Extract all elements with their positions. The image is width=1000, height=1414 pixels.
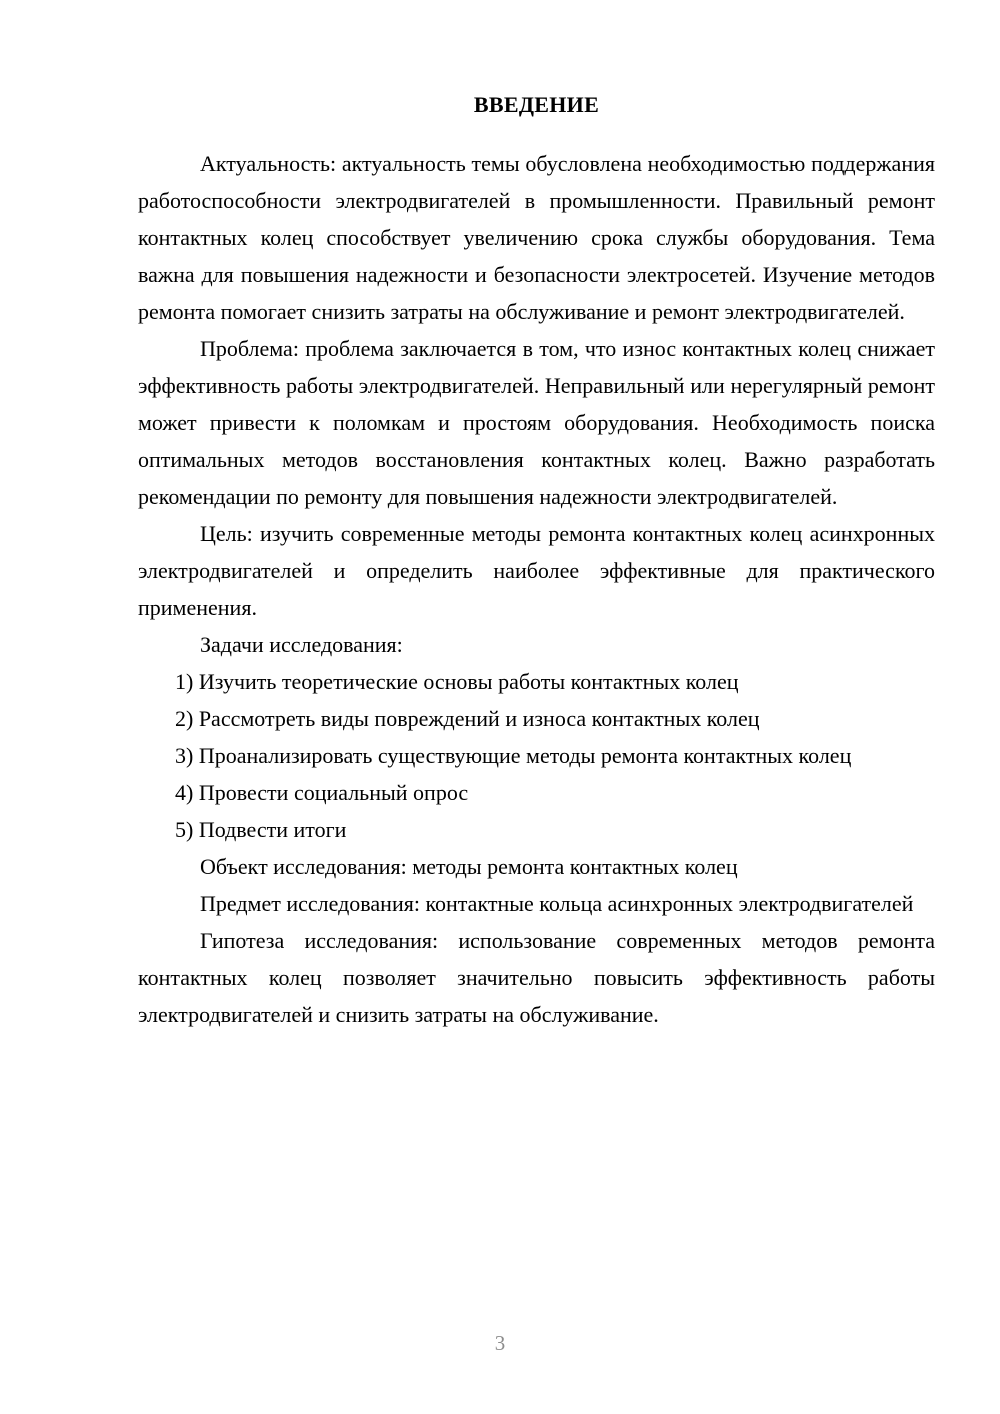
list-item: 4) Провести социальный опрос — [175, 780, 469, 805]
paragraph-subject: Предмет исследования: контактные кольца асинхронных электродвигателей — [200, 891, 914, 916]
list-item: 3) Проанализировать существующие методы ремонта контактных колец — [175, 743, 852, 768]
page-title: ВВЕДЕНИЕ — [473, 92, 600, 117]
list-item: 2) Рассмотреть виды повреждений и износа контактных колец — [175, 706, 760, 731]
paragraph-hypothesis: Гипотеза исследования: использование современных методов ремонта контактных колец позволяет значительно повысить эффективность работы электродвигателей и снизить затраты на обслуживание. — [138, 928, 935, 1027]
paragraph-object: Объект исследования: методы ремонта контактных колец — [200, 854, 738, 879]
document-body — [138, 86, 935, 1033]
page-number: 3 — [494, 1331, 506, 1355]
paragraph-relevance: Актуальность: актуальность темы обусловлена необходимостью поддержания работоспособности электродвигателей в промышленности. Правильный ремонт контактных колец способствует увеличению срока службы оборудования. Тема важна для повышения надежности и безопасности электросетей. Изучение методов ремонта помогает снизить затраты на обслуживание и ремонт электродвигателей. — [138, 151, 935, 324]
tasks-heading: Задачи исследования: — [200, 632, 403, 657]
list-item: 1) Изучить теоретические основы работы контактных колец — [175, 669, 739, 694]
paragraph-goal: Цель: изучить современные методы ремонта контактных колец асинхронных электродвигателей и определить наиболее эффективные для практического применения. — [138, 521, 935, 620]
list-item: 5) Подвести итоги — [175, 817, 347, 842]
paragraph-problem: Проблема: проблема заключается в том, что износ контактных колец снижает эффективность работы электродвигателей. Неправильный или нерегулярный ремонт может привести к поломкам и простоям оборудования. Необходимость поиска оптимальных методов восстановления контактных колец. Важно разработать рекомендации по ремонту для повышения надежности электродвигателей. — [138, 336, 935, 509]
